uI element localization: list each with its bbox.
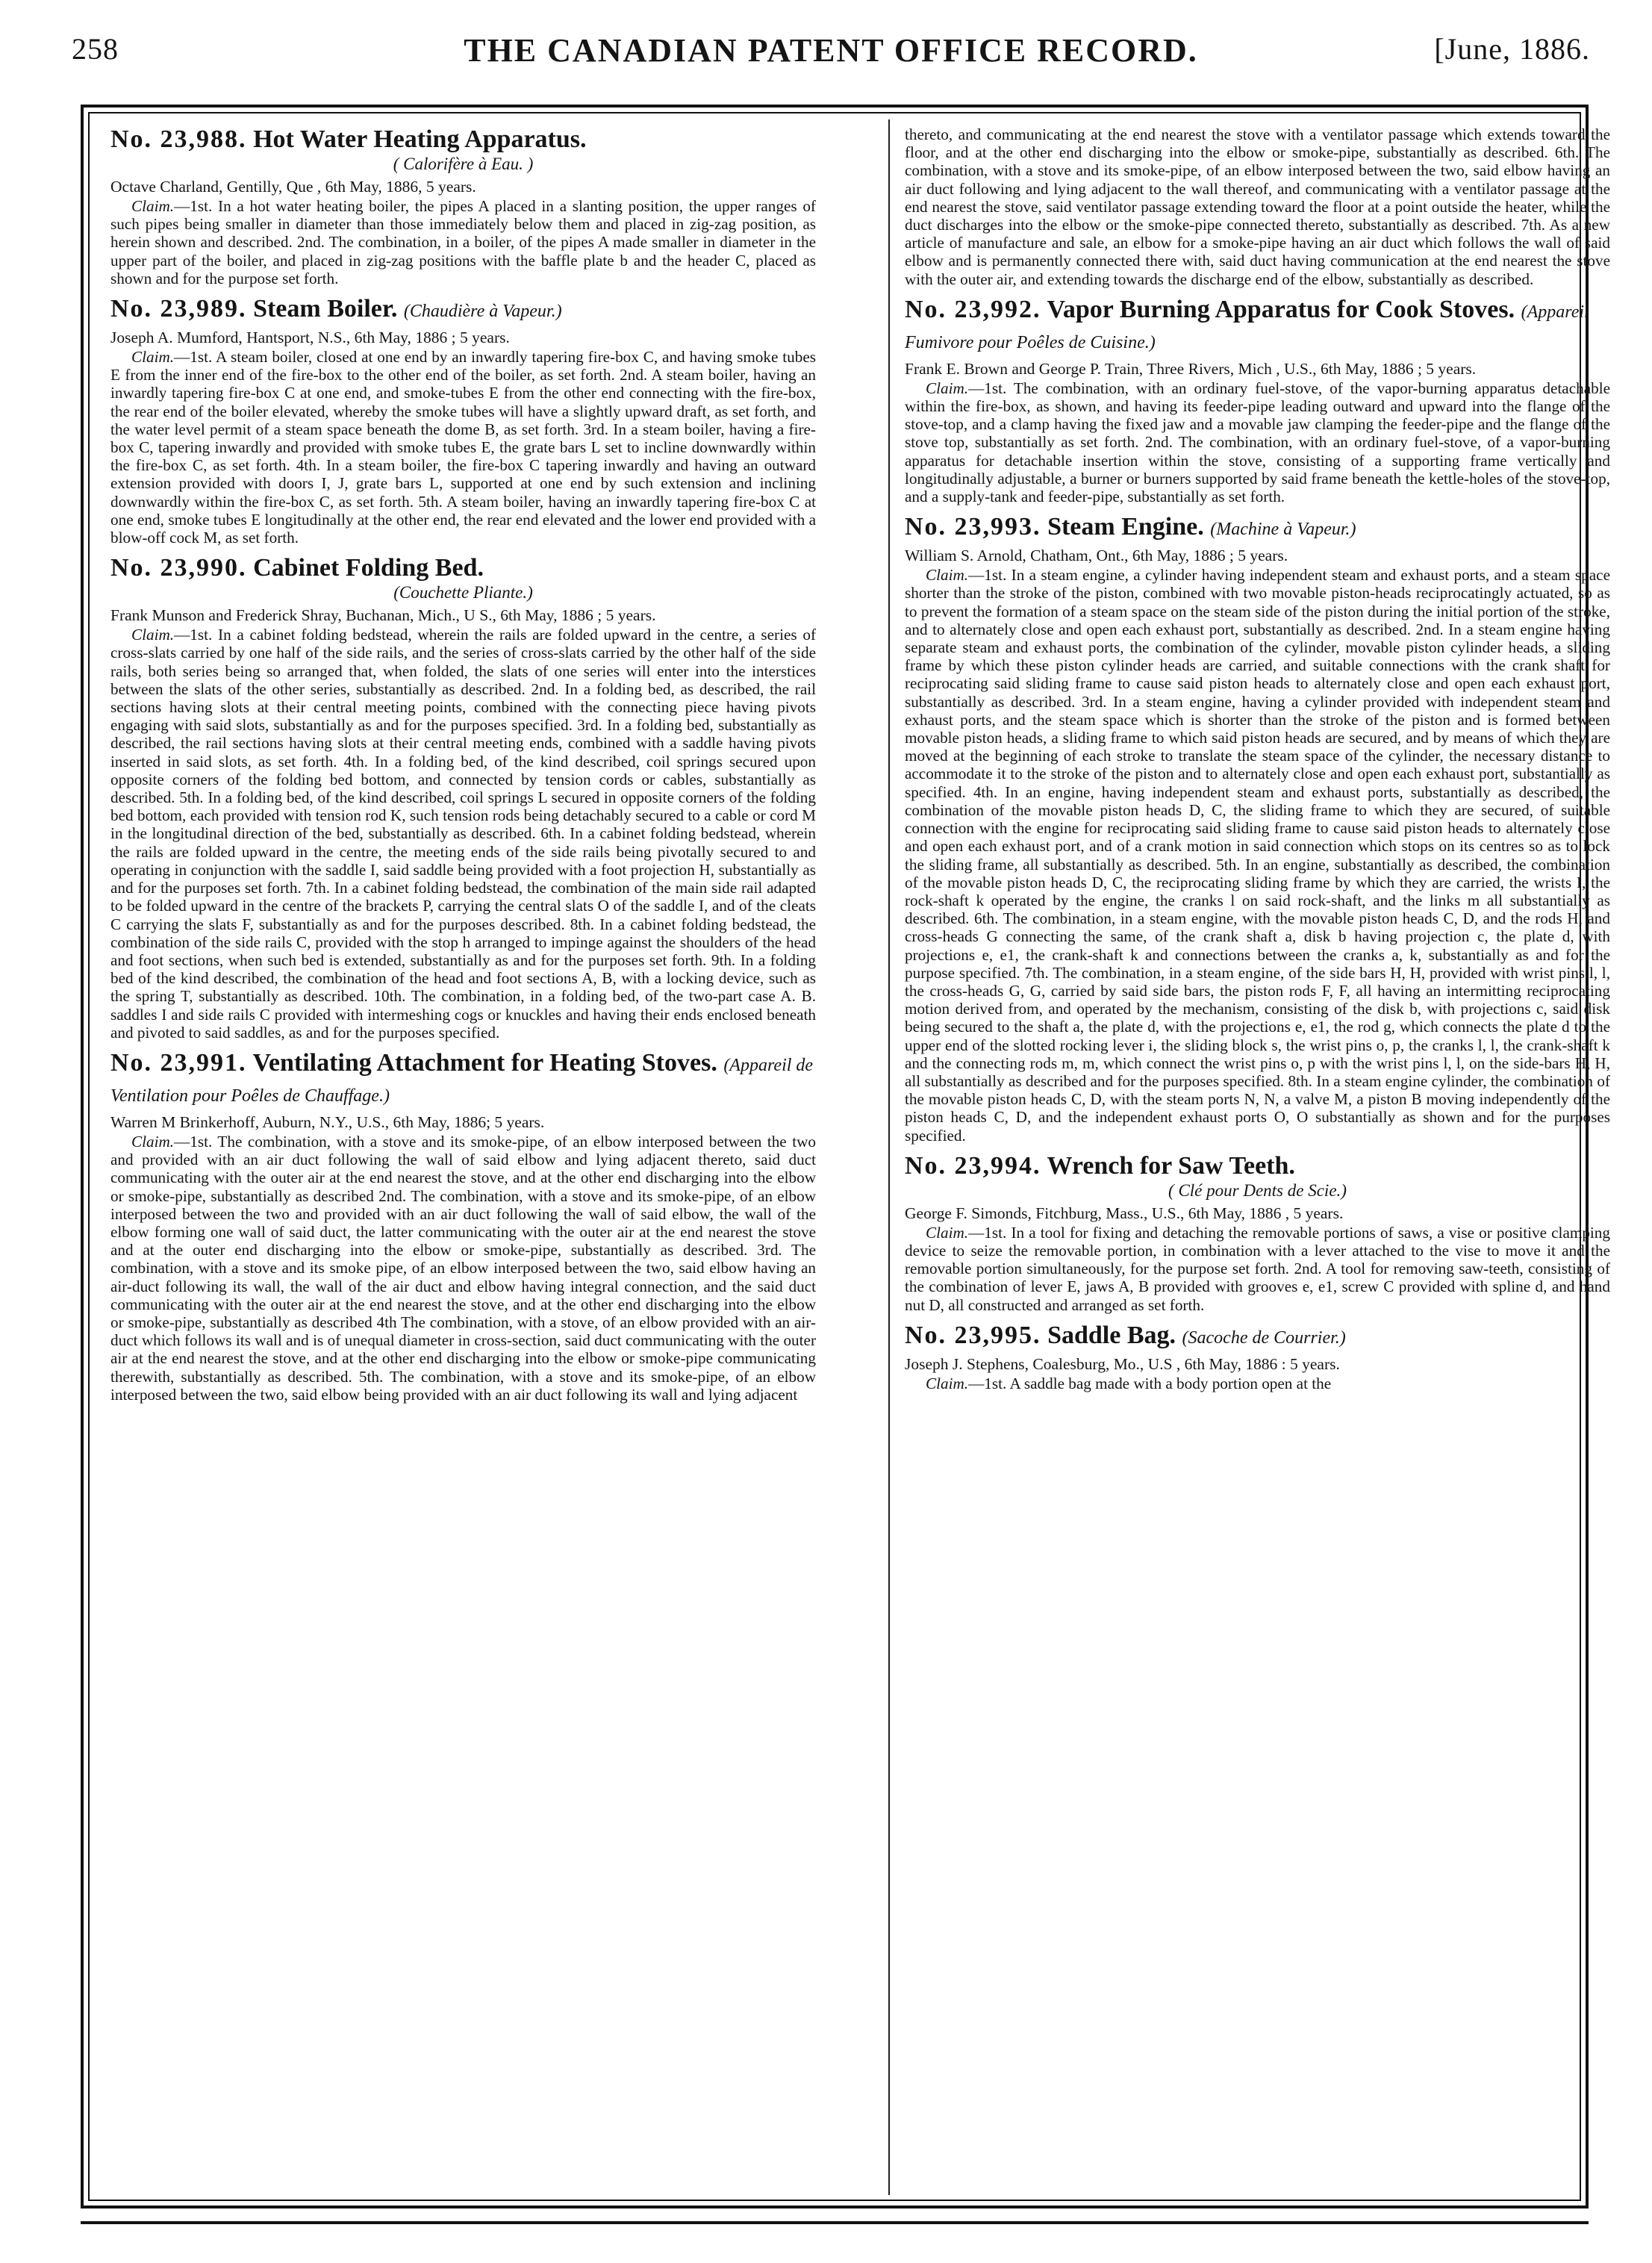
claim-body: —1st. In a hot water heating boiler, the pipes A placed in a slanting position, the upper ranges of such pipes being smaller in diameter than those immediately below them and placed in zig-zag position, as herein shown and described. 2nd. The combination, in a boiler, of the pipes A made smaller in diameter in the upper part of the boiler, and placed in zig-zag positions with the baffle plate b and the header C, placed as shown and for the purpose set forth. [110, 197, 816, 287]
applicant-line: Joseph A. Mumford, Hantsport, N.S., 6th May, 1886 ; 5 years. [110, 329, 510, 347]
french-title: ( Clé pour Dents de Scie.) [1168, 1180, 1347, 1200]
claim-body: —1st. The combination, with an ordinary fuel-stove, of the vapor-burning apparatus detachable within the fire-box, as shown, and having its feeder-pipe leading outward and upward into the flange of the stove-top, and a clamp having the fixed jaw and a movable jaw clamping the feeder-pipe and the flange of the stove top, substantially as set forth. 2nd. The combination, with an ordinary fuel-stove, of a vapor-burning apparatus for detachable insertion within the stove, consisting of a supporting frame vertically and longitudinally adjustable, a burner or burners supported by said frame beneath the kettle-holes of the stove-top, and a supply-tank and feeder-pipe, substantially as set forth. [905, 379, 1610, 506]
entry-heading [110, 1049, 816, 1110]
claim-text [905, 1224, 1610, 1314]
french-title: (Appareil de Ventilation pour Poêles de Chauffage.) [110, 1055, 814, 1106]
patent-title: Steam Engine. [1047, 513, 1204, 541]
claim-body: —1st. In a cabinet folding bedstead, wherein the rails are folded upward in the centre, a series of cross-slats carried by one half of the side rails, and the series of cross-slats carried by the other half of the side rails, both series being so arranged that, when folded, the slats of one series will enter into the interstices between the slats of the other series, substantially as described. 2nd. In a folding bed, as described, the rail sections having slots at their central meeting points, combined with the connecting piece having pivots engaging with said slots, substantially as and for the purposes specified. 3rd. In a folding bed, substantially as described, the rail sections having slots at their central meeting ends, combined with a saddle having pivots inserted in said slots, as set forth. 4th. In a folding bed, of the kind described, coil springs secured upon opposite corners of the folding bed bottom, and connected by tension cords or cables, substantially as described. 5th. In a folding bed, of the kind described, coil springs L secured in opposite corners of the folding bed bottom, each provided with tension rod K, such tension rods being detachably secured to a cable or cord M in the longitudinal direction of the bed, substantially as described. 6th. In a cabinet folding bedstead, wherein the rails are folded upward in the centre, the meeting ends of the side rails being pivotally secured to and operating in conjunction with the saddle I, said saddle being provided with a foot projection H, substantially as and for the purposes set forth. 7th. In a cabinet folding bedstead, the combination of the main side rail adapted to be folded upward in the centre of the brackets P, carrying the central slats O of the saddle I, and of the cleats C carrying the slats F, substantially as and for the purposes described. 8th. In a cabinet folding bedstead, the combination of the side rails C, provided with the stop h arranged to impinge against the shoulders of the head and foot sections, when such bed is extended, substantially as and for the purposes set forth. 9th. In a folding bed of the kind described, the combination of the head and foot sections A, B, with a locking device, such as the spring T, substantially as described. 10th. The combination, in a folding bed, of the two-part case A. B. saddles I and side rails C provided with intermeshing cogs or knuckles and having their ends enclosed beneath and pivoted to said saddles, as and for the purposes specified. [110, 626, 816, 1042]
patent-title: Steam Boiler. [253, 295, 398, 323]
french-title: ( Calorifère à Eau. ) [393, 155, 534, 173]
patent-entry-23994 [905, 1152, 1610, 1314]
patent-title: Cabinet Folding Bed. [253, 554, 484, 582]
patent-number: No. 23,994. [905, 1151, 1041, 1180]
applicant-line: Octave Charland, Gentilly, Que , 6th May, 1886, 5 years. [110, 178, 476, 196]
french-title: (Sacoche de Courrier.) [1182, 1327, 1346, 1348]
applicant-line: William S. Arnold, Chatham, Ont., 6th May, 1886 ; 5 years. [905, 547, 1288, 565]
claim-label: Claim. [131, 348, 175, 367]
claim-text [905, 1375, 1610, 1392]
patent-entry-23991 [110, 1049, 816, 1404]
right-column [905, 125, 1610, 2194]
issue-date: [June, 1886. [1434, 32, 1590, 66]
claim-text [110, 197, 816, 287]
patent-number: No. 23,991. [110, 1048, 247, 1077]
claim-label: Claim. [131, 1132, 175, 1151]
claim-body: —1st. In a steam engine, a cylinder having independent steam and exhaust ports, and a steam space shorter than the stroke of the piston, combined with two movable piston-heads reciprocatingly actuated, so as to prevent the formation of a steam space on the steam side of the piston during the initial portion of the stroke, and to alternately close and open each exhaust port, substantially as described. 2nd. In a steam engine having separate steam and exhaust ports, the combination of the cylinder, movable piston cylinder heads, a sliding frame by which these piston cylinder heads are carried, and suitable connections with the crank shaft for reciprocating said sliding frame to cause said piston heads to alternately close and open each exhaust port, substantially as described. 3rd. In a steam engine, having a cylinder provided with independent steam and exhaust ports, and the steam space which is shorter than the stroke of the piston and is formed between movable piston heads, a sliding frame to which said piston heads are secured, and by means of which they are moved at the beginning of each stroke to translate the steam space of the cylinder, the necessary distance to accommodate it to the stroke of the piston and to alternately close and open each exhaust port, substantially as specified. 4th. In an engine, having independent steam and exhaust ports, substantially as described, the combination of the movable piston heads D, C, the sliding frame to which they are secured, of suitable connection with the engine for reciprocating said sliding frame to cause said piston heads to alternately close and open each exhaust port, and of a crank motion in said connection which stops on its centres so as to lock the sliding frame, all substantially as described. 5th. In an engine, substantially as described, the combination of the movable piston heads D, C, the reciprocating sliding frame by which they are carried, the wrists I, the rock-shaft k operated by the engine, the cranks l on said rock-shaft, and the links m all substantially as described. 6th. The combination, in a steam engine, with the movable piston heads C, D, and the rods H, and cross-heads G connecting the same, of the crank shaft a, disk b having projection c, the plate d, with projections e, e1, the crank-shaft k and connections between the cranks a, k, substantially as and for the purpose specified. 7th. The combination, in a steam engine, of the side bars H, H, provided with wrist pins l, l, the cross-heads G, G, carried by said side bars, the piston rods F, F, all having an intermitting reciprocating motion derived from, and operated by the mechanism, consisting of the disk b, with projections c, said disk being secured to the shaft a, the plate d, with the projections e, e1, the rod g, which connects the plate d to the upper end of the slotted rocking lever i, the sliding block s, the wrist pins o, p, the cranks l, l, the crank-shaft k and the connecting rods m, m, which connect the wrist pins o, p with the wrist pins l, l, on the side-bars H, H, all substantially as described and for the purposes specified. 8th. In a steam engine cylinder, the combination of the movable piston heads C, D, with the steam ports N, N, a valve M, a piston B moving independently of the piston heads C, D, and the independent exhaust ports O, O substantially as shown and for the purposes specified. [905, 566, 1610, 1145]
applicant-line: Frank Munson and Frederick Shray, Buchanan, Mich., U S., 6th May, 1886 ; 5 years. [110, 606, 656, 625]
patent-title: Saddle Bag. [1047, 1321, 1176, 1349]
left-column [110, 125, 816, 2194]
applicant-line: Warren M Brinkerhoff, Auburn, N.Y., U.S., 6th May, 1886; 5 years. [110, 1112, 545, 1131]
entry-heading [110, 554, 816, 582]
patent-number: No. 23,992. [905, 295, 1041, 323]
patent-entry-23995 [905, 1322, 1610, 1392]
patent-title: Hot Water Heating Apparatus. [253, 125, 587, 153]
page-header [72, 27, 1590, 84]
patent-entry-23990 [110, 554, 816, 1042]
entry-heading [905, 296, 1610, 357]
claim-text [110, 626, 816, 1042]
entry-heading [905, 1322, 1610, 1352]
patent-number: No. 23,995. [905, 1321, 1041, 1349]
patent-entry-23989 [110, 295, 816, 547]
applicant-line: George F. Simonds, Fitchburg, Mass., U.S., 6th May, 1886 , 5 years. [905, 1204, 1344, 1222]
patent-number: No. 23,993. [905, 513, 1041, 541]
patent-number: No. 23,988. [110, 125, 247, 153]
publication-title: THE CANADIAN PATENT OFFICE RECORD. [464, 32, 1198, 69]
entry-heading [110, 125, 816, 154]
patent-title: Vapor Burning Apparatus for Cook Stoves. [1047, 295, 1515, 323]
patent-entry-23988 [110, 125, 816, 287]
patent-entry-23993 [905, 513, 1610, 1145]
claim-label: Claim. [926, 1223, 969, 1242]
patent-title: Ventilating Attachment for Heating Stoves. [252, 1048, 717, 1077]
claim-body: —1st. The combination, with a stove and its smoke-pipe, of an elbow interposed between the two and provided with an air duct following the wall of said elbow and lying adjacent thereto, said duct communicating with the outer air at the end nearest the stove, and at the other end discharging into the elbow or smoke-pipe, substantially as described 2nd. The combination, with a stove and its smoke-pipe, of an elbow interposed between the two and provided with an air duct following the wall of said elbow, the wall of the elbow forming one wall of said duct, the latter communicating with the outer air at the end nearest the stove and at the outer end discharging into the elbow or smoke-pipe, substantially as described. 3rd. The combination, with a stove and its smoke pipe, of an elbow interposed between the two, said elbow having an air-duct following its wall, the wall of the air duct and elbow having integral connection, and the said duct communicating with the outer air at the end nearest the stove, and at the other end discharging into the elbow or smoke-pipe, substantially as described 4th The combination, with a stove, of an elbow provided with an air-duct which follows its wall and is of unequal diameter in cross-section, said duct communicating with the outer air at the end nearest the stove, and at the other end discharging into the elbow or smoke-pipe communicating therewith, substantially as described. 5th. The combination, with a stove and its smoke-pipe, of an elbow interposed between the two, said elbow being provided with an air duct following its wall and lying adjacent [110, 1132, 816, 1404]
page-number: 258 [72, 32, 119, 66]
french-title: (Chaudière à Vapeur.) [403, 302, 562, 322]
claim-text [110, 1133, 816, 1404]
applicant-line: Joseph J. Stephens, Coalesburg, Mo., U.S , 6th May, 1886 : 5 years. [905, 1354, 1340, 1373]
french-title: (Machine à Vapeur.) [1210, 520, 1356, 540]
applicant-line: Frank E. Brown and George P. Train, Three Rivers, Mich , U.S., 6th May, 1886 ; 5 years. [905, 359, 1477, 378]
patent-number: No. 23,990. [110, 554, 247, 582]
entry-heading [905, 513, 1610, 544]
french-title: (Couchette Pliante.) [393, 583, 533, 603]
entry-heading [905, 1152, 1610, 1180]
claim-label: Claim. [926, 566, 969, 585]
entry-heading [110, 295, 816, 326]
claim-body: —1st. A steam boiler, closed at one end by an inwardly tapering fire-box C, and having smoke tubes E from the inner end of the fire-box to the other end of the boiler, as set forth. 2nd. A steam boiler, having an inwardly tapering fire-box C at one end, and smoke-tubes E from the other end connecting with the fire-box, the rear end of the boiler elevated, whereby the smoke tubes will have a slightly upward draft, as set forth, and the water level permit of a steam space beneath the dome B, as set forth. 3rd. In a steam boiler, having a fire-box C, tapering inwardly and provided with smoke tubes E, the grate bars L set to incline downwardly within the fire-box C, as set forth. 4th. In a steam boiler, the fire-box C tapering inwardly and having an outward extension provided with doors I, J, grate bars L, supported at one end by such extension and inclining downwardly within the fire-box C, as set forth. 5th. A steam boiler, having an inwardly tapering fire-box C at one end, smoke tubes E longitudinally at the other end, the rear end elevated and the lower end provided with a blow-off cock M, as set forth. [110, 348, 816, 547]
claim-body: —1st. A saddle bag made with a body portion open at the [968, 1374, 1332, 1392]
claim-text [905, 379, 1610, 505]
patent-title: Wrench for Saw Teeth. [1047, 1151, 1295, 1180]
patent-number: No. 23,989. [110, 295, 247, 323]
claim-continuation-23991: thereto, and communicating at the end nearest the stove with a ventilator passage which extends toward the floor, and at the other end discharging into the elbow or smoke-pipe, substantially as described. 6th. The combination, with a stove and its smoke-pipe, of an elbow interposed between the two, said elbow having an air duct following and lying adjacent to the wall thereof, and communicating with a ventilator passage at the end nearest the stove, said ventilator passage extending toward the floor at a point outside the heater, while the duct discharges into the elbow or the smoke-pipe connected thereto, substantially as described. 7th. As a new article of manufacture and sale, an elbow for a smoke-pipe having an air duct which follows the wall of said elbow and is permanently connected there with, said duct having communication at the end nearest the stove with the outer air, and extending towards the discharge end of the elbow, substantially as described. [905, 125, 1610, 288]
claim-text [110, 348, 816, 547]
column-divider [888, 119, 890, 2195]
claim-label: Claim. [131, 626, 175, 644]
claim-label: Claim. [131, 197, 175, 215]
french-title: (Appareil Fumivore pour Poêles de Cuisine.) [905, 302, 1589, 352]
claim-body: —1st. In a tool for fixing and detaching the removable portions of saws, a vise or positive clamping device to seize the removable portion, in combination with a lever attached to the vise to move it and the removable portion simultaneously, for the purpose set forth. 2nd. A tool for removing saw-teeth, consisting of the combination of lever E, jaws A, B provided with grooves e, e1, screw C provided with spline d, and hand nut D, all constructed and arranged as set forth. [905, 1223, 1610, 1314]
claim-label: Claim. [926, 379, 969, 397]
claim-text [905, 566, 1610, 1145]
claim-label: Claim. [926, 1374, 969, 1392]
patent-entry-23992 [905, 296, 1610, 505]
bottom-rule [81, 2221, 1589, 2224]
